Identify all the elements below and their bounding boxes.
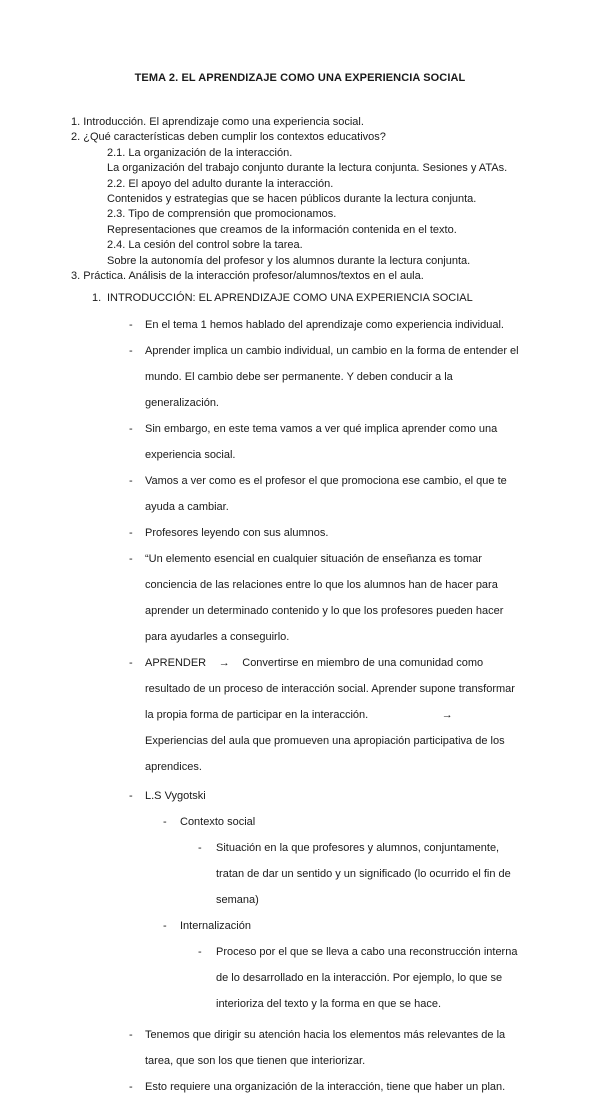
page-title: TEMA 2. EL APRENDIZAJE COMO UNA EXPERIENCIA SOCIAL [134, 72, 466, 84]
list-item: - Sin embargo, en este tema vamos a ver qué implica aprender como una experiencia social. [129, 423, 498, 461]
toc-subitem-desc: Sobre la autonomía del profesor y los alumnos durante la lectura conjunta. [107, 254, 471, 267]
list-item: - Aprender implica un cambio individual, un cambio en la forma de entender el mundo. El cambio debe ser permanente. Y deben conducir a la generalización. [129, 345, 519, 409]
sub-list-item: - Contexto social [163, 816, 256, 828]
sub-list-item: - Internalización [163, 920, 251, 932]
list-item: - Profesores leyendo con sus alumnos. [129, 527, 329, 539]
bullet-dash: - [129, 475, 133, 487]
bullet-dash: - [198, 946, 202, 958]
bullet-dash: - [163, 920, 167, 932]
toc-item: 3. Práctica. Análisis de la interacción profesor/alumnos/textos en el aula. [71, 269, 424, 282]
list-item: - Vamos a ver como es el profesor el que promociona ese cambio, el que te ayuda a cambiar. [129, 475, 507, 513]
toc-subitem-desc: Representaciones que creamos de la información contenida en el texto. [107, 223, 457, 236]
toc-subitem: 2.3. Tipo de comprensión que promocionamos. [107, 208, 337, 221]
sub-sub-list-item: - Situación en la que profesores y alumnos, conjuntamente, tratan de dar un sentido y un significado (lo ocurrido el fin de semana) [198, 842, 511, 906]
section-heading-text: INTRODUCCIÓN: EL APRENDIZAJE COMO UNA EXPERIENCIA SOCIAL [107, 292, 473, 304]
bullet-dash: - [198, 842, 202, 854]
bullet-dash: - [129, 657, 133, 669]
table-of-contents [71, 115, 571, 284]
list-item: - “Un elemento esencial en cualquier situación de enseñanza es tomar conciencia de las relaciones entre lo que los alumnos han de hacer para aprender un determinado contenido y lo que los profesores pueden hacer para ayudarles a conseguirlo. [129, 553, 504, 643]
toc-item: 2. ¿Qué características deben cumplir los contextos educativos? [71, 131, 386, 144]
bullet-dash: - [129, 1029, 133, 1041]
toc-subitem-desc: Contenidos y estrategias que se hacen públicos durante la lectura conjunta. [107, 192, 477, 205]
toc-item: 1. Introducción. El aprendizaje como una experiencia social. [71, 116, 364, 128]
section-number: 1. [92, 292, 102, 304]
sub-sub-list-item: - Proceso por el que se lleva a cabo una reconstrucción interna de lo desarrollado en la interacción. Por ejemplo, lo que se interioriza del texto y la forma en que se hace. [198, 946, 518, 1010]
list-item: - Tenemos que dirigir su atención hacia los elementos más relevantes de la tarea, que son los que tienen que interiorizar. [129, 1029, 506, 1067]
section-introduccion [92, 291, 532, 1106]
bullet-dash: - [129, 790, 133, 802]
arrow-icon: → [441, 709, 453, 721]
toc-subitem: 2.1. La organización de la interacción. [107, 146, 293, 159]
toc-subitem-desc: La organización del trabajo conjunto durante la lectura conjunta. Sesiones y ATAs. [107, 162, 508, 175]
toc-subitem: 2.4. La cesión del control sobre la tarea. [107, 239, 303, 252]
bullet-dash: - [163, 816, 167, 828]
arrow-icon: → [218, 657, 230, 669]
bullet-dash: - [129, 423, 133, 435]
list-item: - Esto requiere una organización de la interacción, tiene que haber un plan. [129, 1081, 506, 1093]
bullet-dash: - [129, 1081, 133, 1093]
list-item: - En el tema 1 hemos hablado del aprendizaje como experiencia individual. [129, 319, 504, 331]
list-item: - APRENDER → Convertirse en miembro de una comunidad como resultado de un proceso de interacción social. Aprender supone transformar la propia forma de participar en la interacción. → Experiencias del aula que promueven una apropiación participativa de los aprendices. [129, 657, 515, 773]
bullet-dash: - [129, 527, 133, 539]
bullet-dash: - [129, 553, 133, 565]
section-heading [92, 291, 532, 307]
aprender-label: APRENDER [145, 657, 207, 669]
bullet-dash: - [129, 319, 133, 331]
bullet-dash: - [129, 345, 133, 357]
toc-subitem: 2.2. El apoyo del adulto durante la interacción. [107, 177, 334, 190]
list-item: - L.S Vygotski [129, 790, 206, 802]
